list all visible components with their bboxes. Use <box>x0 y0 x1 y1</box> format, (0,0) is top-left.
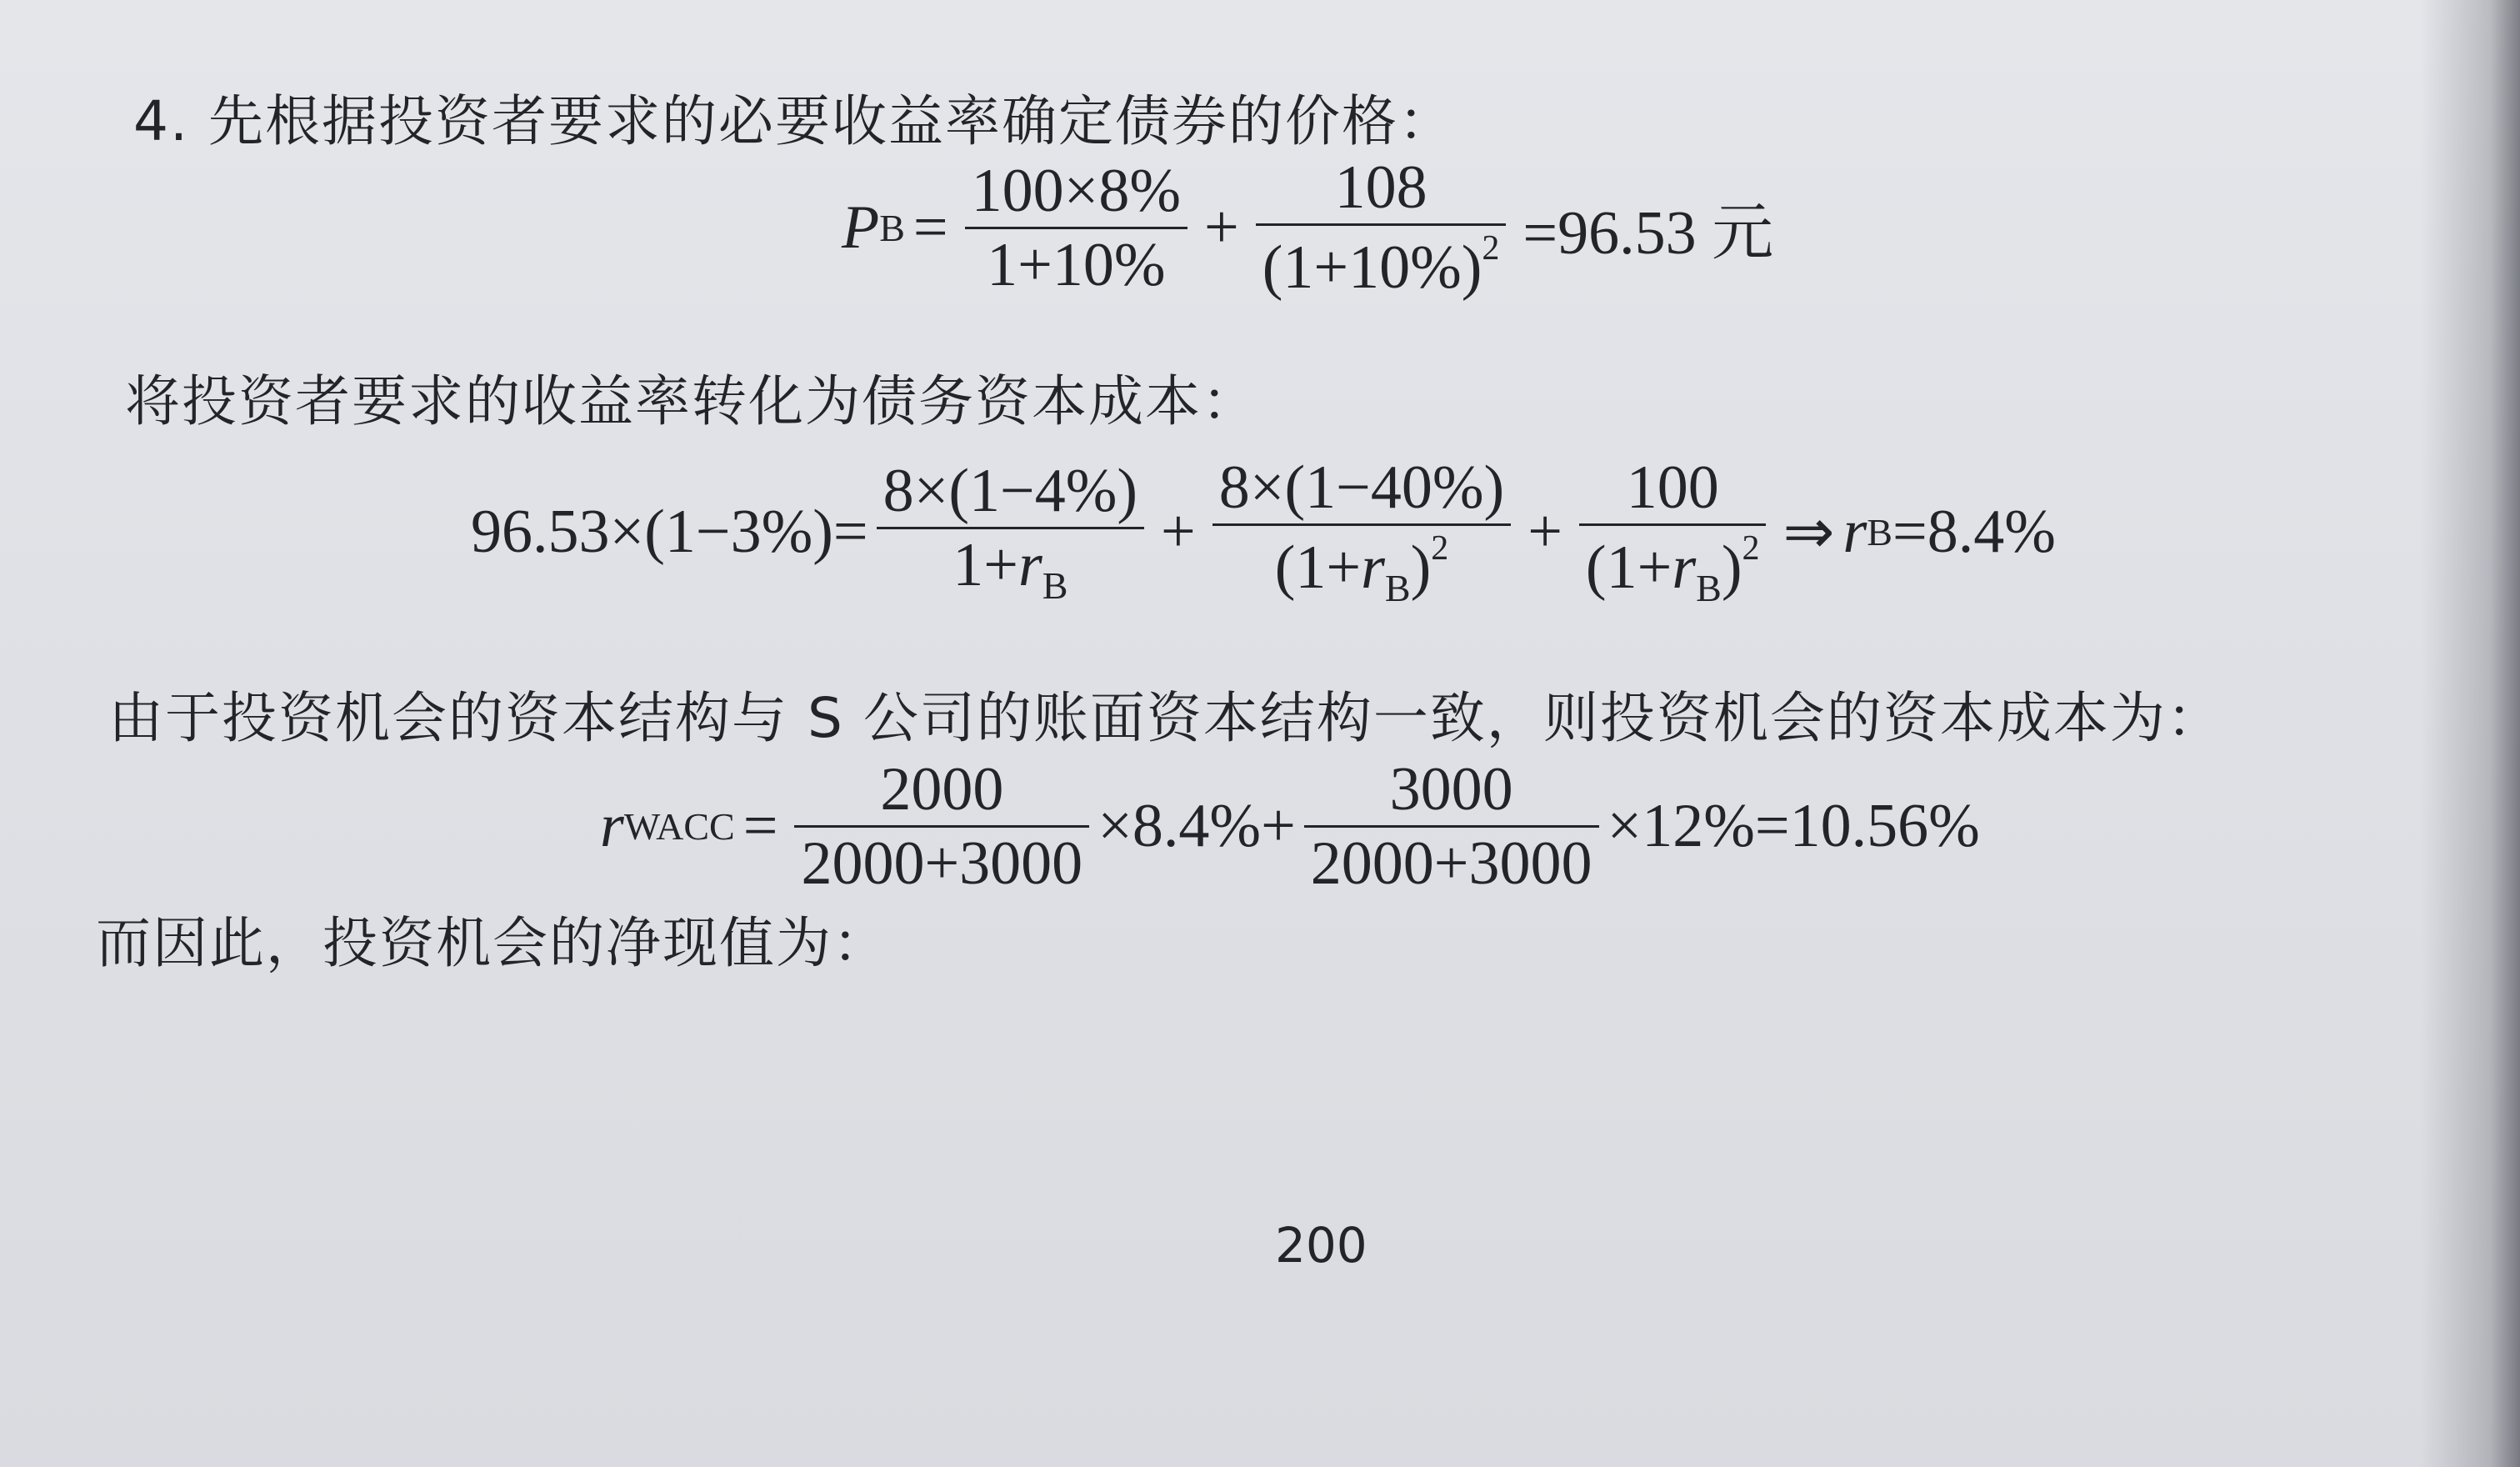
eq3-fraction-2 <box>1304 755 1599 898</box>
eq2-f3-den-post: ) <box>1721 533 1742 602</box>
eq1-f2-numerator: 108 <box>1334 153 1428 222</box>
eq1-result: =96.53 元 <box>1522 199 1774 268</box>
eq2-implies: ⇒ <box>1782 498 1835 567</box>
eq2-f2-numerator: 8×(1−40%) <box>1218 453 1505 522</box>
eq1-f2-den-exponent: 2 <box>1482 229 1500 268</box>
eq2-plus-2: + <box>1528 498 1562 566</box>
eq2-f3-den-var: r <box>1672 533 1697 602</box>
eq2-fraction-1 <box>877 456 1144 607</box>
equation-wacc <box>600 755 1980 898</box>
eq1-f2-denominator <box>1256 226 1507 302</box>
eq2-f1-numerator: 8×(1−4%) <box>882 456 1138 525</box>
eq2-result-value: =8.4% <box>1892 498 2056 566</box>
equation-bond-price <box>842 153 1782 302</box>
eq2-f3-den-sub: B <box>1696 567 1722 609</box>
eq2-f1-den-sub: B <box>1042 563 1068 607</box>
eq2-f3-den-exponent: 2 <box>1742 529 1760 568</box>
page-number: 200 <box>1275 1217 1368 1274</box>
eq3-f2-numerator: 3000 <box>1389 755 1513 824</box>
eq1-f2-den-base: (1+10%) <box>1262 233 1482 302</box>
equation-cost-of-debt <box>471 453 2056 609</box>
page-edge-shadow <box>2420 0 2520 1467</box>
eq2-f2-den-sub: B <box>1384 567 1411 609</box>
eq3-lhs-var: r <box>600 792 624 860</box>
eq2-f2-den-post: ) <box>1410 533 1432 602</box>
eq1-fraction-1 <box>965 156 1188 299</box>
eq2-lhs: 96.53×(1−3%)= <box>471 498 868 566</box>
eq1-lhs-var: P <box>842 193 880 262</box>
eq1-f1-denominator: 1+10% <box>987 230 1166 299</box>
eq2-f2-denominator <box>1268 526 1456 608</box>
eq2-f1-den-var: r <box>1018 530 1042 599</box>
eq1-f1-numerator: 100×8% <box>971 156 1182 225</box>
eq3-f1-denominator: 2000+3000 <box>801 829 1083 898</box>
eq3-f2-denominator: 2000+3000 <box>1310 829 1592 898</box>
eq2-f3-denominator <box>1579 526 1767 608</box>
eq3-equals: = <box>742 792 778 860</box>
line-npv-intro: 而因此，投资机会的净现值为： <box>96 911 889 975</box>
eq2-plus-1: + <box>1161 498 1196 566</box>
eq2-f3-numerator: 100 <box>1626 453 1719 522</box>
eq3-fraction-1 <box>794 755 1089 898</box>
eq1-plus: + <box>1204 193 1239 262</box>
line-wacc-intro: 由于投资机会的资本结构与 S 公司的账面资本结构一致，则投资机会的资本成本为： <box>108 686 2223 750</box>
eq3-lhs-sub: WACC <box>623 805 735 848</box>
eq3-middle-term: ×8.4%+ <box>1098 792 1296 860</box>
eq2-f2-den-exponent: 2 <box>1431 529 1449 568</box>
eq1-equals: = <box>912 193 948 262</box>
eq2-fraction-2 <box>1212 453 1511 609</box>
eq2-f3-den-pre: (1+ <box>1585 533 1672 602</box>
eq2-f2-den-pre: (1+ <box>1274 533 1362 602</box>
line-bond-price-intro: 4. 先根据投资者要求的必要收益率确定债券的价格： <box>133 89 1455 153</box>
eq1-fraction-2 <box>1256 153 1507 302</box>
eq2-result-var: r <box>1842 498 1868 566</box>
eq3-tail: ×12%=10.56% <box>1607 792 1980 860</box>
eq1-lhs-sub: B <box>879 206 905 249</box>
eq2-f1-denominator <box>946 529 1074 605</box>
eq2-fraction-3 <box>1579 453 1767 609</box>
eq2-f1-den-pre: 1+ <box>952 530 1018 599</box>
eq2-f2-den-var: r <box>1361 533 1385 602</box>
line-cost-of-debt-intro: 将投资者要求的收益率转化为债务资本成本： <box>125 369 1258 433</box>
eq3-f1-numerator: 2000 <box>880 755 1004 824</box>
eq2-result-sub: B <box>1867 511 1892 553</box>
